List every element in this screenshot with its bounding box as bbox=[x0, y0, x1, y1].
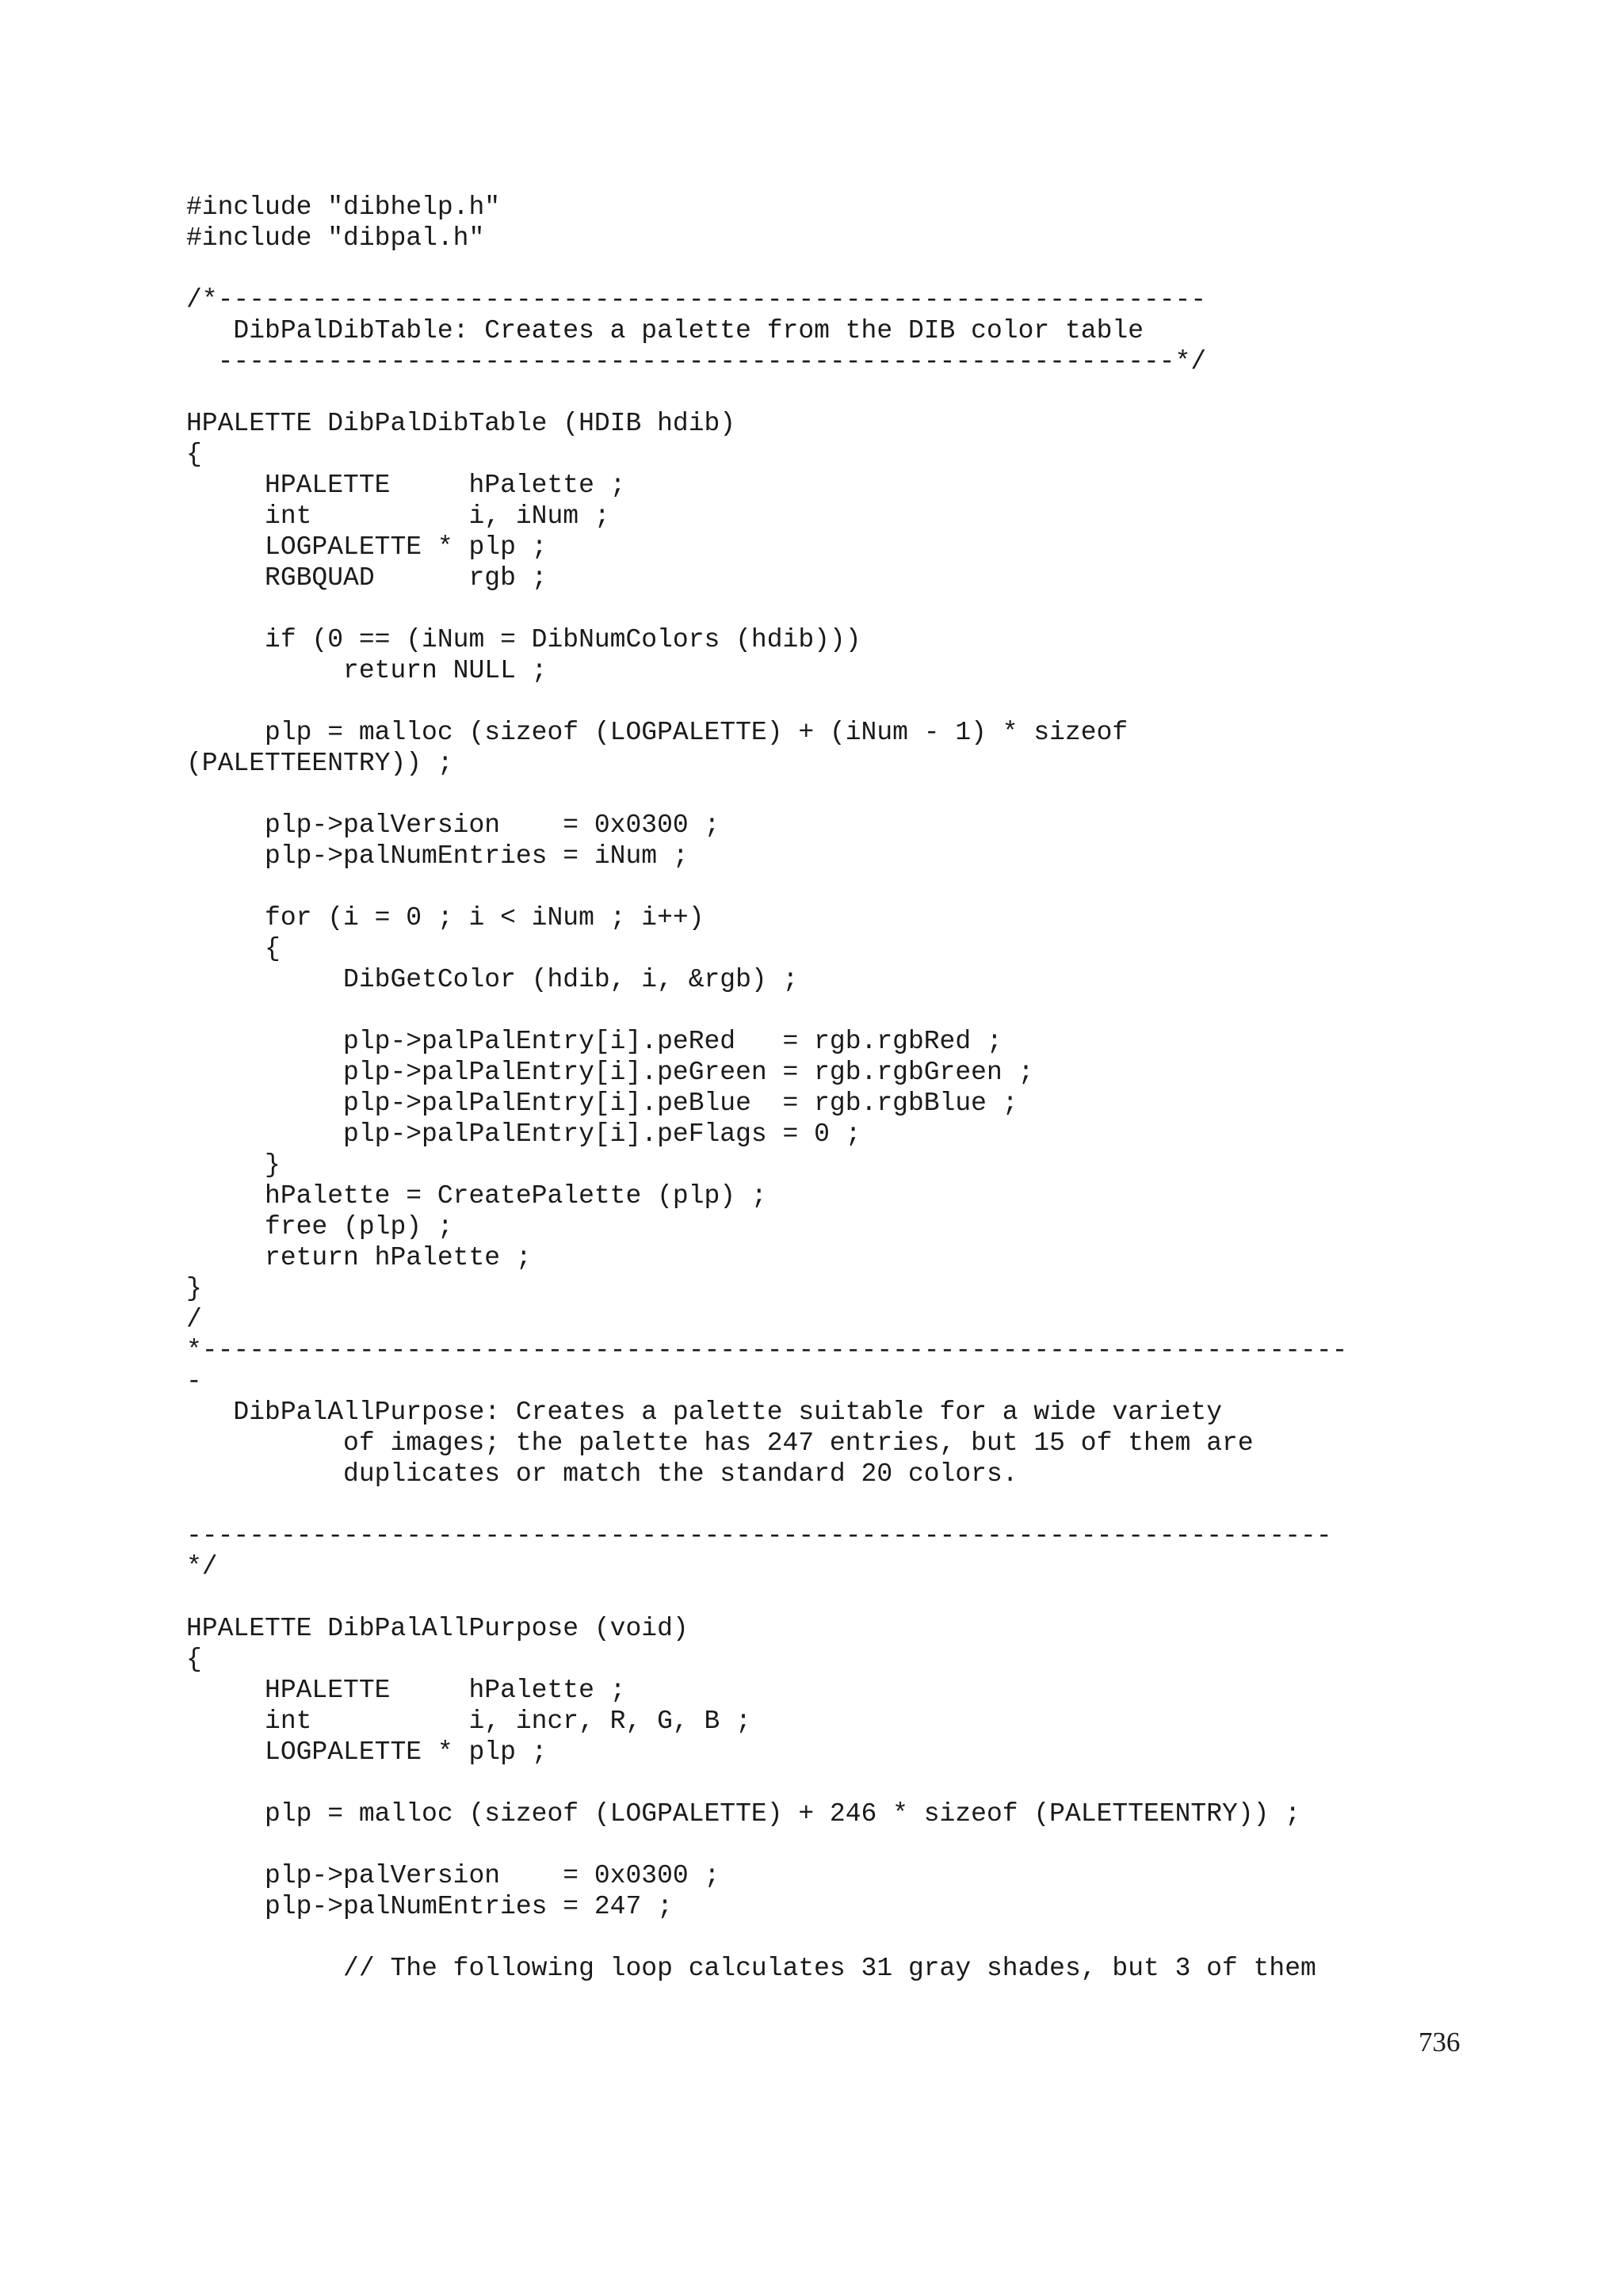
code-line: of images; the palette has 247 entries, but 15 of them are bbox=[186, 1428, 1254, 1458]
code-line: *------------------------------------------------------------------------- bbox=[186, 1336, 1348, 1365]
page-number: 736 bbox=[1419, 2027, 1461, 2058]
code-line: plp->palPalEntry[i].peGreen = rgb.rgbGreen ; bbox=[186, 1058, 1034, 1087]
code-line: plp = malloc (sizeof (LOGPALETTE) + (iNum - 1) * sizeof bbox=[186, 718, 1128, 747]
code-line: if (0 == (iNum = DibNumColors (hdib))) bbox=[186, 625, 861, 654]
code-line bbox=[186, 995, 1347, 1026]
code-line bbox=[186, 1922, 1347, 1953]
code-line: return hPalette ; bbox=[186, 1243, 532, 1272]
code-line: HPALETTE DibPalDibTable (HDIB hdib) bbox=[186, 409, 736, 438]
code-line bbox=[186, 1768, 1347, 1798]
code-line: // The following loop calculates 31 gray shades, but 3 of them bbox=[186, 1954, 1316, 1983]
code-line: HPALETTE DibPalAllPurpose (void) bbox=[186, 1614, 689, 1643]
code-line: -------------------------------------------------------------*/ bbox=[186, 347, 1207, 376]
code-line: { bbox=[186, 1645, 202, 1674]
code-line: HPALETTE hPalette ; bbox=[186, 471, 626, 500]
code-line: DibPalAllPurpose: Creates a palette suitable for a wide variety bbox=[186, 1398, 1223, 1427]
code-line: #include "dibpal.h" bbox=[186, 223, 485, 253]
code-line: HPALETTE hPalette ; bbox=[186, 1676, 626, 1705]
code-line: plp = malloc (sizeof (LOGPALETTE) + 246 * sizeof (PALETTEENTRY)) ; bbox=[186, 1799, 1301, 1829]
code-line bbox=[186, 593, 1347, 624]
code-line bbox=[186, 779, 1347, 810]
code-listing bbox=[186, 192, 1347, 1984]
code-line: RGBQUAD rgb ; bbox=[186, 563, 548, 593]
code-line bbox=[186, 686, 1347, 717]
code-line: int i, iNum ; bbox=[186, 502, 610, 531]
code-line: / bbox=[186, 1305, 202, 1334]
code-line bbox=[186, 1489, 1347, 1520]
code-line: DibGetColor (hdib, i, &rgb) ; bbox=[186, 965, 799, 994]
code-line: plp->palNumEntries = iNum ; bbox=[186, 841, 689, 871]
code-line: int i, incr, R, G, B ; bbox=[186, 1707, 751, 1736]
code-line: LOGPALETTE * plp ; bbox=[186, 532, 548, 562]
code-line: DibPalDibTable: Creates a palette from the DIB color table bbox=[186, 316, 1144, 345]
code-line bbox=[186, 377, 1347, 408]
code-line: plp->palNumEntries = 247 ; bbox=[186, 1892, 673, 1921]
code-line: return NULL ; bbox=[186, 656, 548, 685]
code-line: } bbox=[186, 1150, 281, 1180]
code-line: { bbox=[186, 440, 202, 469]
code-line bbox=[186, 254, 1347, 284]
code-line: hPalette = CreatePalette (plp) ; bbox=[186, 1181, 767, 1211]
code-line: for (i = 0 ; i < iNum ; i++) bbox=[186, 903, 705, 933]
code-line bbox=[186, 1582, 1347, 1613]
code-line: plp->palVersion = 0x0300 ; bbox=[186, 810, 720, 840]
code-line: plp->palPalEntry[i].peRed = rgb.rgbRed ; bbox=[186, 1027, 1002, 1056]
code-line: plp->palPalEntry[i].peBlue = rgb.rgbBlue ; bbox=[186, 1089, 1018, 1118]
code-line: free (plp) ; bbox=[186, 1212, 453, 1241]
code-line: */ bbox=[186, 1552, 218, 1581]
code-line: } bbox=[186, 1274, 202, 1303]
code-line: plp->palPalEntry[i].peFlags = 0 ; bbox=[186, 1119, 861, 1149]
code-line: - bbox=[186, 1367, 202, 1396]
code-line: LOGPALETTE * plp ; bbox=[186, 1737, 548, 1767]
code-line bbox=[186, 1829, 1347, 1860]
code-line: duplicates or match the standard 20 colors. bbox=[186, 1459, 1018, 1489]
code-line: /*--------------------------------------------------------------- bbox=[186, 285, 1207, 315]
code-line: (PALETTEENTRY)) ; bbox=[186, 749, 453, 778]
code-line: { bbox=[186, 934, 281, 963]
code-line bbox=[186, 871, 1347, 902]
code-line: ------------------------------------------------------------------------- bbox=[186, 1521, 1332, 1550]
code-line: #include "dibhelp.h" bbox=[186, 193, 501, 222]
code-line: plp->palVersion = 0x0300 ; bbox=[186, 1861, 720, 1890]
